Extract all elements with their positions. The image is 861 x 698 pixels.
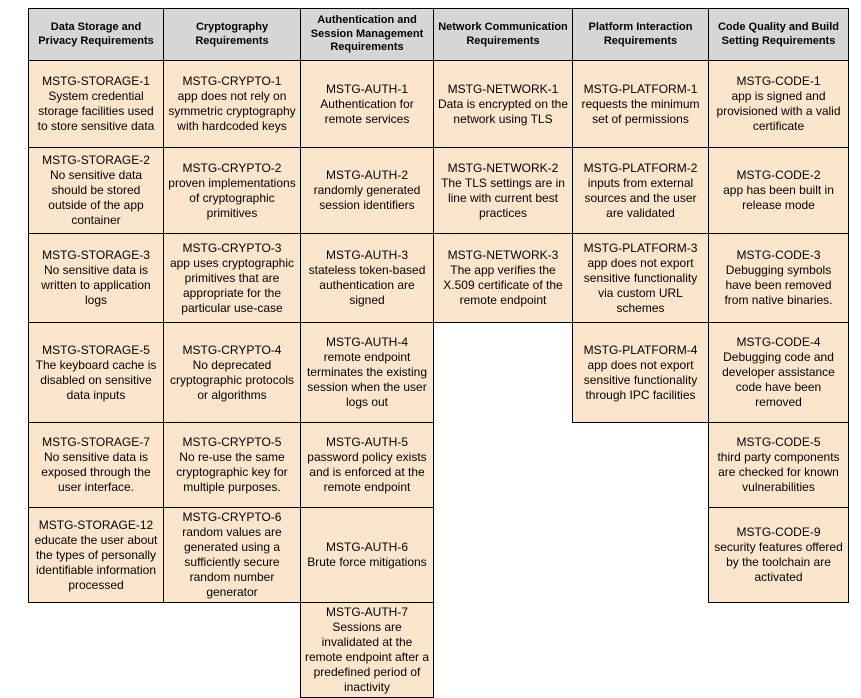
requirement-desc: Sessions are invalidated at the remote endpoint after a predefined period of inactivity: [304, 620, 430, 694]
requirement-cell: [709, 234, 849, 323]
requirement-desc: No sensitive data is written to application logs: [41, 263, 151, 307]
column-header: Code Quality and Build Setting Requirements: [709, 9, 849, 61]
requirement-desc: app is signed and provisioned with a valid certificate: [716, 89, 841, 133]
requirement-desc: app does not export sensitive functionality through IPC facilities: [583, 357, 698, 402]
requirement-cell: [29, 234, 164, 323]
requirement-id: MSTG-CODE-1: [736, 74, 821, 88]
requirements-table: [28, 8, 849, 698]
requirement-cell: [573, 148, 709, 234]
table-row: [29, 148, 849, 234]
requirement-id: MSTG-PLATFORM-4: [583, 342, 698, 357]
requirement-desc: stateless token-based authentication are signed: [308, 263, 426, 307]
requirement-id: MSTG-AUTH-7: [326, 605, 408, 619]
requirement-id: MSTG-CODE-3: [736, 248, 821, 262]
requirement-cell: [164, 234, 301, 323]
requirement-desc: Debugging code and developer assistance code have been removed: [722, 350, 835, 409]
table-row: [29, 234, 849, 323]
requirement-cell: [164, 61, 301, 148]
column-header: Platform Interaction Requirements: [573, 9, 709, 61]
requirement-cell: [29, 323, 164, 423]
table-row: [29, 603, 849, 698]
requirement-id: MSTG-STORAGE-12: [38, 517, 154, 532]
requirement-desc: Data is encrypted on the network using TLS: [437, 96, 569, 126]
requirement-cell: [29, 423, 164, 508]
empty-cell: [573, 508, 709, 603]
requirement-id: MSTG-PLATFORM-3: [583, 240, 698, 255]
empty-cell: [573, 603, 709, 698]
table-row: [29, 323, 849, 423]
requirement-desc: No sensitive data should be stored outside of the app container: [48, 168, 144, 227]
column-header: Authentication and Session Management Requirements: [301, 9, 434, 61]
requirement-cell: [709, 508, 849, 603]
requirement-cell: [301, 61, 434, 148]
empty-cell: [434, 423, 573, 508]
requirement-desc: password policy exists and is enforced at the remote endpoint: [307, 450, 427, 494]
requirement-id: MSTG-NETWORK-3: [447, 248, 559, 262]
requirement-desc: app does not rely on symmetric cryptography with hardcoded keys: [168, 89, 296, 133]
requirement-id: MSTG-AUTH-2: [326, 168, 408, 182]
requirement-cell: [301, 148, 434, 234]
requirement-desc: requests the minimum set of permissions: [581, 96, 700, 126]
requirement-desc: Debugging symbols have been removed from native binaries.: [724, 263, 833, 307]
requirement-cell: [164, 148, 301, 234]
requirement-cell: [29, 508, 164, 603]
requirement-cell: [29, 148, 164, 234]
requirement-desc: app uses cryptographic primitives that are appropriate for the particular use-case: [169, 255, 295, 315]
empty-cell: [573, 423, 709, 508]
requirement-desc: The TLS settings are in line with current best practices: [441, 175, 565, 220]
requirement-id: MSTG-STORAGE-7: [42, 435, 150, 449]
requirement-id: MSTG-CRYPTO-3: [182, 240, 282, 255]
requirement-cell: [301, 423, 434, 508]
requirement-id: MSTG-CRYPTO-2: [182, 160, 282, 175]
header-row: [29, 9, 849, 61]
requirement-id: MSTG-PLATFORM-2: [583, 160, 698, 175]
table-row: [29, 61, 849, 148]
requirement-id: MSTG-CODE-2: [736, 168, 821, 182]
requirement-id: MSTG-AUTH-6: [326, 540, 408, 554]
requirement-cell: [29, 61, 164, 148]
requirement-id: MSTG-CODE-5: [736, 435, 821, 449]
empty-cell: [434, 508, 573, 603]
requirement-id: MSTG-CRYPTO-5: [182, 435, 282, 449]
requirement-id: MSTG-CODE-4: [736, 335, 821, 349]
requirement-desc: System credential storage facilities used to store sensitive data: [37, 89, 155, 133]
requirement-cell: [573, 61, 709, 148]
requirement-desc: random values are generated using a sufficiently secure random number generator: [182, 525, 282, 599]
column-header: Cryptography Requirements: [164, 9, 301, 61]
requirement-id: MSTG-PLATFORM-1: [583, 81, 698, 96]
requirement-desc: app has been built in release mode: [723, 183, 834, 212]
requirement-id: MSTG-STORAGE-2: [42, 153, 150, 167]
requirement-desc: randomly generated session identifiers: [313, 183, 421, 212]
requirement-id: MSTG-NETWORK-1: [447, 81, 559, 96]
requirement-desc: Authentication for remote services: [320, 96, 414, 126]
requirement-cell: [434, 61, 573, 148]
requirement-desc: app does not export sensitive functionality via custom URL schemes: [583, 255, 698, 315]
table-row: [29, 423, 849, 508]
requirement-id: MSTG-AUTH-5: [326, 435, 408, 449]
requirement-id: MSTG-AUTH-1: [326, 81, 408, 96]
empty-cell: [434, 323, 573, 423]
requirement-cell: [164, 323, 301, 423]
requirement-desc: No deprecated cryptographic protocols or algorithms: [169, 357, 295, 402]
empty-cell: [709, 603, 849, 698]
requirement-cell: [709, 61, 849, 148]
requirement-cell: [164, 423, 301, 508]
requirement-cell: [573, 323, 709, 423]
requirement-desc: The keyboard cache is disabled on sensitive data inputs: [35, 357, 157, 402]
requirement-desc: No sensitive data is exposed through the user interface.: [41, 450, 151, 494]
requirement-id: MSTG-AUTH-4: [326, 335, 408, 349]
empty-cell: [29, 603, 164, 698]
requirement-cell: [301, 323, 434, 423]
requirement-desc: third party components are checked for known vulnerabilities: [717, 450, 840, 494]
requirement-desc: security features offered by the toolchain are activated: [714, 540, 843, 584]
requirement-id: MSTG-AUTH-3: [326, 248, 408, 262]
requirement-id: MSTG-STORAGE-5: [42, 342, 150, 357]
requirement-cell: [301, 603, 434, 698]
column-header: Network Communication Requirements: [434, 9, 573, 61]
requirement-cell: [434, 148, 573, 234]
requirement-id: MSTG-CODE-9: [736, 525, 821, 539]
requirement-id: MSTG-STORAGE-3: [42, 248, 150, 262]
requirement-id: MSTG-CRYPTO-1: [182, 74, 282, 88]
empty-cell: [164, 603, 301, 698]
requirement-cell: [709, 423, 849, 508]
requirement-desc: inputs from external sources and the user are validated: [584, 175, 697, 220]
requirement-desc: No re-use the same cryptographic key for multiple purposes.: [176, 450, 288, 494]
requirement-desc: The app verifies the X.509 certificate of the remote endpoint: [443, 263, 563, 307]
table-row: [29, 508, 849, 603]
requirement-cell: [164, 508, 301, 603]
requirement-cell: [709, 323, 849, 423]
requirement-id: MSTG-CRYPTO-6: [182, 510, 282, 524]
requirement-cell: [434, 234, 573, 323]
requirement-desc: Brute force mitigations: [307, 555, 427, 569]
requirement-id: MSTG-CRYPTO-4: [182, 342, 282, 357]
requirement-desc: proven implementations of cryptographic primitives: [168, 175, 296, 220]
requirement-cell: [709, 148, 849, 234]
empty-cell: [434, 603, 573, 698]
requirement-cell: [301, 508, 434, 603]
column-header: Data Storage and Privacy Requirements: [29, 9, 164, 61]
requirement-desc: remote endpoint terminates the existing session when the user logs out: [306, 350, 428, 409]
requirement-id: MSTG-NETWORK-2: [447, 160, 559, 175]
requirement-id: MSTG-STORAGE-1: [42, 74, 150, 88]
requirement-cell: [573, 234, 709, 323]
requirement-cell: [301, 234, 434, 323]
requirement-desc: educate the user about the types of personally identifiable information processed: [34, 532, 158, 592]
